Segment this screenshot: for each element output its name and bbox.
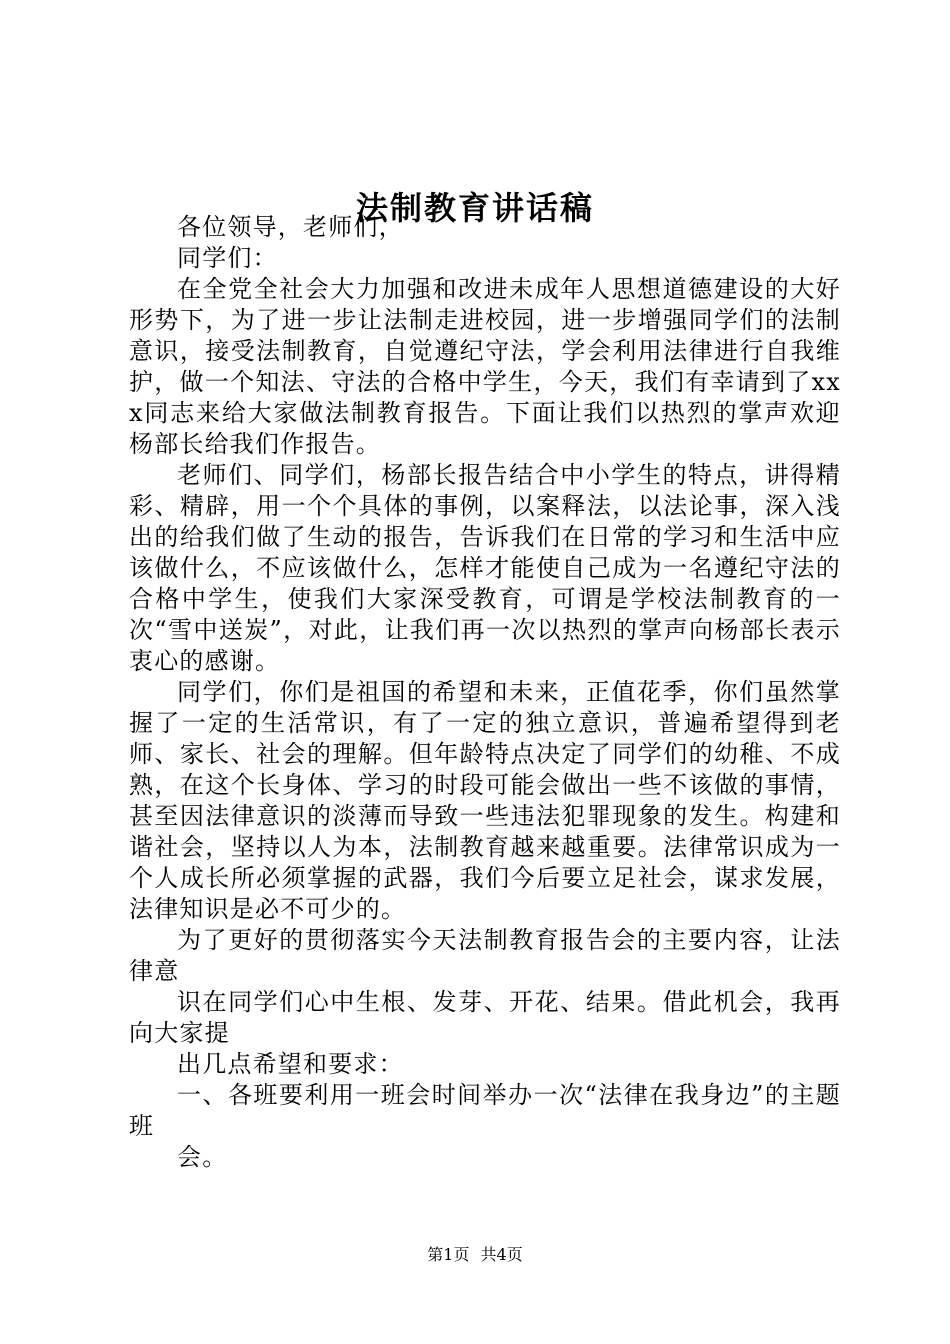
page-total: 共4页 — [480, 1245, 523, 1264]
page-footer — [0, 1244, 950, 1266]
salutation-students: 同学们： — [177, 244, 278, 272]
paragraph-implementation-cont: 识在同学们心中生根、发芽、开花、结果。借此机会，我再向大家提 — [129, 988, 841, 1047]
document-title: 法制教育讲话稿 — [355, 189, 594, 227]
salutation-leaders: 各位领导，老师们， — [177, 213, 404, 241]
paragraph-requests: 出几点希望和要求： — [177, 1050, 404, 1078]
paragraph-implementation: 为了更好的贯彻落实今天法制教育报告会的主要内容，让法律意 — [129, 926, 841, 985]
paragraph-students: 同学们，你们是祖国的希望和未来，正值花季，你们虽然掌握了一定的生活常识，有了一定的独立意识，普遍希望得到老师、家长、社会的理解。但年龄特点决定了同学们的幼稚、不成熟，在这个长身体、学习的时段可能会做出一些不该做的事情，甚至因法律意识的淡薄而导致一些违法犯罪现象的发生。构建和谐社会，坚持以人为本，法制教育越来越重要。法律常识成为一个人成长所必须掌握的武器，我们今后要立足社会，谋求发展，法律知识是必不可少的。 — [129, 678, 841, 923]
paragraph-item-one-cont: 会。 — [177, 1143, 228, 1171]
paragraph-introduction: 在全党全社会大力加强和改进未成年人思想道德建设的大好形势下，为了进一步让法制走进校园，进一步增强同学们的法制意识，接受法制教育，自觉遵纪守法，学会利用法律进行自我维护，做一个知法、守法的合格中学生，今天，我们有幸请到了xxx同志来给大家做法制教育报告。下面让我们以热烈的掌声欢迎杨部长给我们作报告。 — [129, 275, 841, 458]
paragraph-thanks: 老师们、同学们，杨部长报告结合中小学生的特点，讲得精彩、精辟，用一个个具体的事例，以案释法，以法论事，深入浅出的给我们做了生动的报告，告诉我们在日常的学习和生活中应该做什么，不应该做什么，怎样才能使自己成为一名遵纪守法的合格中学生，使我们大家深受教育，可谓是学校法制教育的一次“雪中送炭”，对此，让我们再一次以热烈的掌声向杨部长表示衷心的感谢。 — [129, 461, 841, 675]
document-body — [129, 212, 841, 1173]
page-number: 第1页 — [427, 1245, 470, 1264]
paragraph-item-one: 一、各班要利用一班会时间举办一次“法律在我身边”的主题班 — [129, 1081, 841, 1140]
